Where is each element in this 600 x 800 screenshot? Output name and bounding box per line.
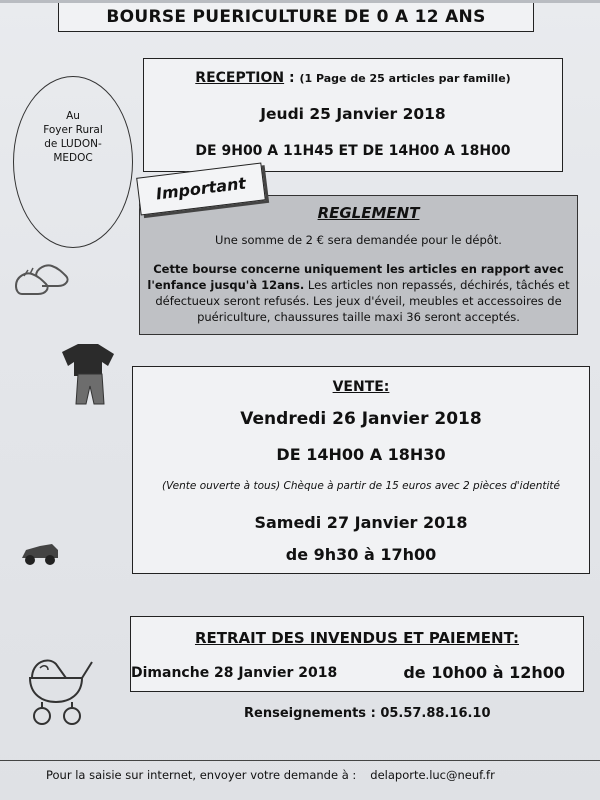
baby-clothes-icon [52, 338, 124, 410]
flyer-title: BOURSE PUERICULTURE DE 0 A 12 ANS [58, 3, 534, 32]
footer-email: delaporte.luc@neuf.fr [370, 768, 495, 782]
info-label: Renseignements [244, 706, 367, 721]
baby-shoes-icon [12, 258, 76, 300]
venue-line-2: Foyer Rural [43, 124, 103, 136]
venue-line-4: MEDOC [53, 152, 93, 164]
retrait-heading: RETRAIT DES INVENDUS ET PAIEMENT: [194, 629, 520, 647]
vente-day1-date: Vendredi 26 Janvier 2018 [240, 409, 482, 429]
reglement-text [146, 261, 571, 325]
reception-note: (1 Page de 25 articles par famille) [299, 72, 511, 85]
reglement-heading: REGLEMENT [317, 204, 420, 222]
reglement-rest-text: Les articles non repassés, déchirés, tâchés et défectueux seront refusés. Les jeux d'éveil, meubles et accessoires de puériculture, chaussures taille maxi 36 seront acceptés. [155, 278, 570, 324]
toy-car-icon [18, 538, 62, 568]
info-line [244, 706, 491, 721]
venue-line-3: de LUDON- [44, 138, 102, 150]
footer-text: Pour la saisie sur internet, envoyer votre demande à : [46, 768, 357, 782]
reception-heading-line [144, 70, 562, 86]
venue-line-1: Au [66, 110, 80, 122]
reception-box [143, 58, 563, 172]
vente-day1-hours: DE 14H00 A 18H30 [276, 445, 446, 464]
reglement-bold-text: Cette bourse concerne uniquement les articles en rapport avec l'enfance jusqu'à 12ans. [147, 262, 564, 292]
venue-oval [13, 76, 133, 248]
vente-day2-date: Samedi 27 Janvier 2018 [254, 513, 468, 532]
reception-heading: RECEPTION [195, 70, 285, 86]
retrait-hours: de 10h00 à 12h00 [403, 663, 565, 682]
reglement-fee: Une somme de 2 € sera demandée pour le dépôt. [215, 233, 502, 247]
reception-date: Jeudi 25 Janvier 2018 [260, 105, 446, 123]
vente-box [132, 366, 590, 574]
reception-heading-sep: : [284, 70, 300, 86]
retrait-box [130, 616, 584, 692]
retrait-date: Dimanche 28 Janvier 2018 [131, 665, 338, 681]
info-sep: : [366, 706, 381, 721]
footer [46, 768, 495, 782]
baby-stroller-icon [22, 648, 102, 732]
footer-divider [0, 760, 600, 761]
info-phone: 05.57.88.16.10 [380, 706, 491, 721]
vente-note: (Vente ouverte à tous) Chèque à partir de 15 euros avec 2 pièces d'identité [162, 480, 560, 492]
reception-hours: DE 9H00 A 11H45 ET DE 14H00 A 18H00 [195, 143, 511, 159]
vente-heading: VENTE: [332, 379, 390, 395]
reglement-box [139, 195, 578, 335]
vente-day2-hours: de 9h30 à 17h00 [285, 545, 437, 564]
important-label: Important [136, 162, 266, 215]
